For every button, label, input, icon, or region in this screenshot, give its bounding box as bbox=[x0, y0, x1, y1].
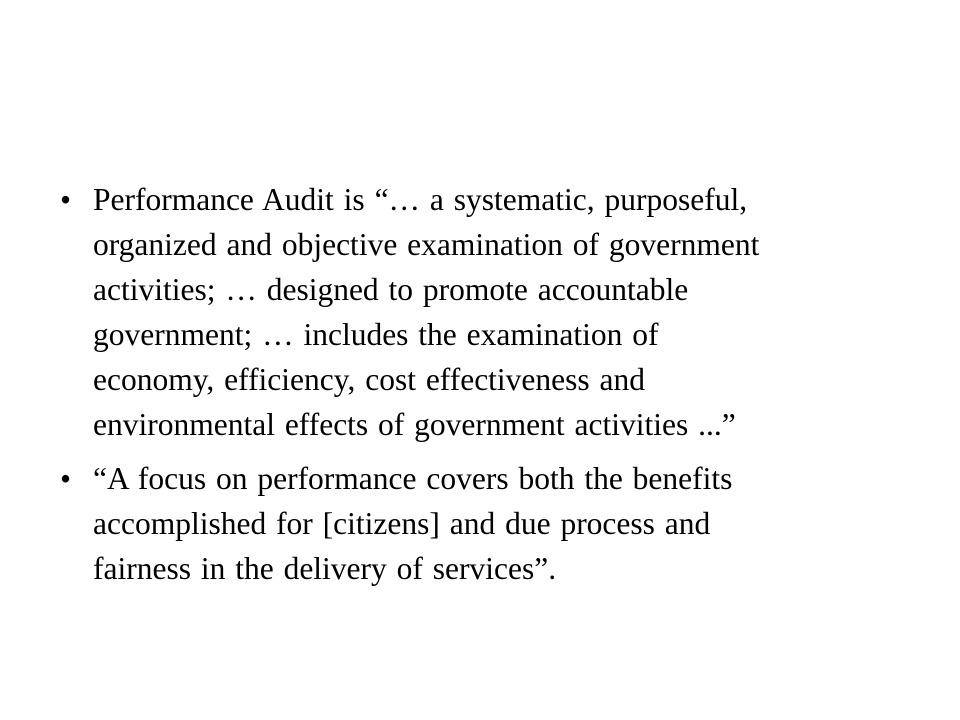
bullet-text-line: “A focus on performance covers both the benefits bbox=[93, 461, 733, 496]
bullet-focus-on-performance bbox=[60, 456, 920, 591]
bullet-text-line: activities; … designed to promote accountable bbox=[93, 272, 689, 307]
bullet-text-line: organized and objective examination of government bbox=[93, 227, 760, 262]
bullet-dot: • bbox=[60, 461, 72, 496]
bullet-text-line: Performance Audit is “… a systematic, purposeful, bbox=[93, 182, 748, 217]
bullet-text-line: government; … includes the examination of bbox=[93, 317, 659, 352]
bullet-text-line: environmental effects of government activities ...” bbox=[93, 407, 736, 442]
bullet-list bbox=[60, 177, 920, 600]
bullet-text-line: economy, efficiency, cost effectiveness and bbox=[93, 362, 646, 397]
bullet-dot: • bbox=[60, 182, 72, 217]
bullet-text-line: fairness in the delivery of services”. bbox=[93, 551, 557, 586]
bullet-text-line: accomplished for [citizens] and due process and bbox=[93, 506, 711, 541]
bullet-performance-audit-definition bbox=[60, 177, 920, 447]
